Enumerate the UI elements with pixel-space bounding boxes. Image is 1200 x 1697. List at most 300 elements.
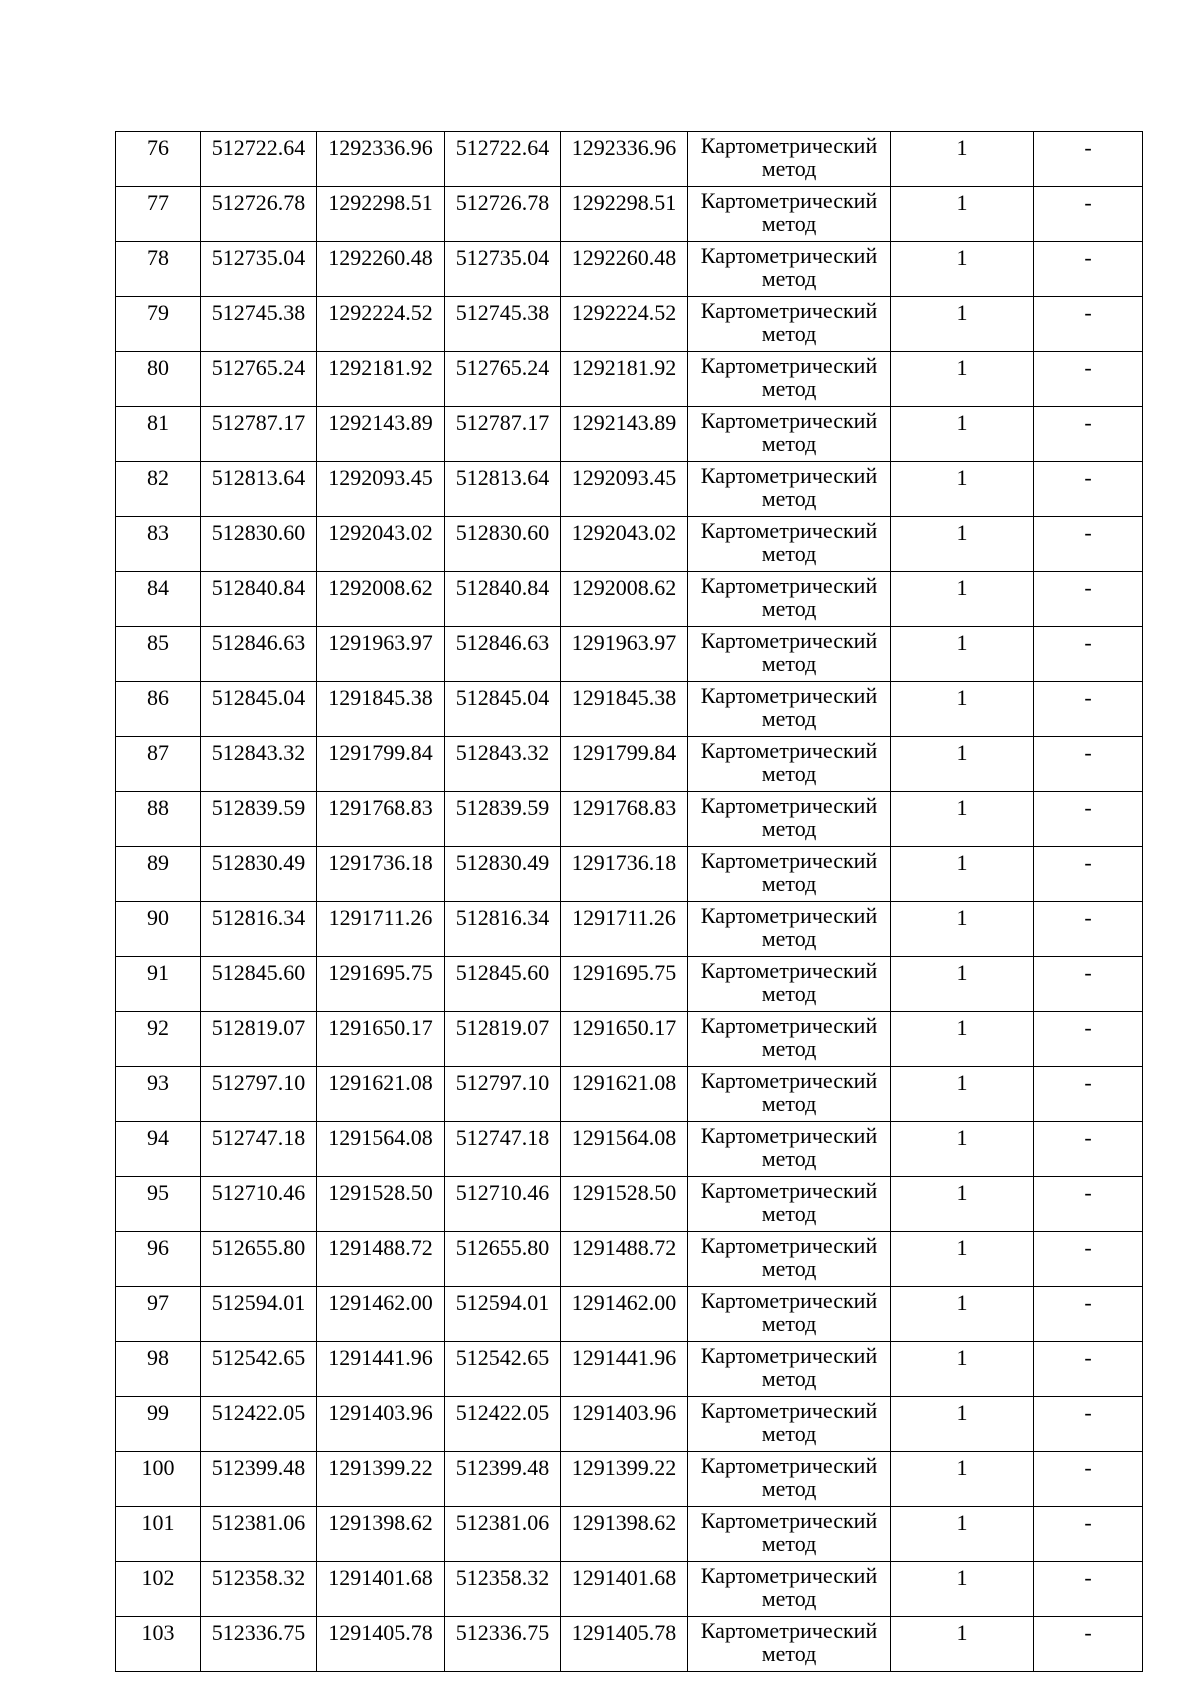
existing-y-cell: 1291488.72: [317, 1232, 445, 1287]
method-cell: [688, 1397, 891, 1452]
existing-x-cell: 512840.84: [201, 572, 317, 627]
method-cell: [688, 1177, 891, 1232]
table-row: [116, 517, 1143, 572]
table-row: [116, 352, 1143, 407]
refined-y-cell: 1291963.97: [561, 627, 688, 682]
method-cell: [688, 1617, 891, 1672]
refined-x-cell: 512797.10: [445, 1067, 561, 1122]
note-cell: -: [1034, 187, 1143, 242]
refined-y-cell: 1292143.89: [561, 407, 688, 462]
existing-x-cell: 512422.05: [201, 1397, 317, 1452]
note-cell: -: [1034, 352, 1143, 407]
table-row: [116, 627, 1143, 682]
note-cell: -: [1034, 1562, 1143, 1617]
existing-x-cell: 512542.65: [201, 1342, 317, 1397]
accuracy-cell: 1: [891, 1177, 1034, 1232]
existing-x-cell: 512336.75: [201, 1617, 317, 1672]
existing-y-cell: 1291736.18: [317, 847, 445, 902]
accuracy-cell: 1: [891, 462, 1034, 517]
existing-y-cell: 1291564.08: [317, 1122, 445, 1177]
accuracy-cell: 1: [891, 1287, 1034, 1342]
method-cell: [688, 1067, 891, 1122]
refined-y-cell: 1291768.83: [561, 792, 688, 847]
existing-y-cell: 1291768.83: [317, 792, 445, 847]
accuracy-cell: 1: [891, 297, 1034, 352]
method-cell: [688, 1507, 891, 1562]
refined-x-cell: 512594.01: [445, 1287, 561, 1342]
existing-y-cell: 1292260.48: [317, 242, 445, 297]
method-cell: [688, 1012, 891, 1067]
refined-x-cell: 512542.65: [445, 1342, 561, 1397]
accuracy-cell: 1: [891, 1452, 1034, 1507]
point-number-cell: 103: [116, 1617, 201, 1672]
method-cell: [688, 297, 891, 352]
refined-x-cell: 512399.48: [445, 1452, 561, 1507]
note-cell: -: [1034, 1287, 1143, 1342]
existing-y-cell: 1291401.68: [317, 1562, 445, 1617]
refined-x-cell: 512830.60: [445, 517, 561, 572]
method-text-line2: метод: [761, 1036, 817, 1061]
method-text-line1: Картометрический: [700, 628, 878, 653]
accuracy-cell: 1: [891, 627, 1034, 682]
accuracy-cell: 1: [891, 572, 1034, 627]
table-row: [116, 1287, 1143, 1342]
table-row: [116, 297, 1143, 352]
note-cell: -: [1034, 297, 1143, 352]
note-cell: -: [1034, 1397, 1143, 1452]
method-text-line2: метод: [761, 596, 817, 621]
method-text-line2: метод: [761, 1586, 817, 1611]
point-number-cell: 100: [116, 1452, 201, 1507]
note-cell: -: [1034, 1012, 1143, 1067]
accuracy-cell: 1: [891, 1617, 1034, 1672]
method-cell: [688, 407, 891, 462]
method-cell: [688, 1562, 891, 1617]
refined-x-cell: 512358.32: [445, 1562, 561, 1617]
table-row: [116, 187, 1143, 242]
point-number-cell: 86: [116, 682, 201, 737]
point-number-cell: 97: [116, 1287, 201, 1342]
table-row: [116, 1397, 1143, 1452]
method-cell: [688, 792, 891, 847]
existing-x-cell: 512846.63: [201, 627, 317, 682]
refined-y-cell: 1292043.02: [561, 517, 688, 572]
method-cell: [688, 132, 891, 187]
method-text-line1: Картометрический: [700, 793, 878, 818]
accuracy-cell: 1: [891, 902, 1034, 957]
method-text-line2: метод: [761, 156, 817, 181]
existing-y-cell: 1292298.51: [317, 187, 445, 242]
existing-y-cell: 1291695.75: [317, 957, 445, 1012]
existing-y-cell: 1291845.38: [317, 682, 445, 737]
point-number-cell: 92: [116, 1012, 201, 1067]
existing-x-cell: 512813.64: [201, 462, 317, 517]
note-cell: -: [1034, 132, 1143, 187]
refined-x-cell: 512830.49: [445, 847, 561, 902]
method-text-line2: метод: [761, 1311, 817, 1336]
refined-y-cell: 1291488.72: [561, 1232, 688, 1287]
method-text-line1: Картометрический: [700, 1068, 878, 1093]
refined-y-cell: 1291564.08: [561, 1122, 688, 1177]
existing-x-cell: 512399.48: [201, 1452, 317, 1507]
existing-y-cell: 1292008.62: [317, 572, 445, 627]
existing-y-cell: 1291441.96: [317, 1342, 445, 1397]
existing-x-cell: 512765.24: [201, 352, 317, 407]
method-text-line2: метод: [761, 1256, 817, 1281]
existing-x-cell: 512797.10: [201, 1067, 317, 1122]
point-number-cell: 94: [116, 1122, 201, 1177]
method-text-line1: Картометрический: [700, 243, 878, 268]
note-cell: -: [1034, 957, 1143, 1012]
refined-x-cell: 512845.60: [445, 957, 561, 1012]
refined-x-cell: 512819.07: [445, 1012, 561, 1067]
note-cell: -: [1034, 847, 1143, 902]
note-cell: -: [1034, 1232, 1143, 1287]
refined-y-cell: 1291736.18: [561, 847, 688, 902]
accuracy-cell: 1: [891, 1012, 1034, 1067]
method-text-line1: Картометрический: [700, 518, 878, 543]
accuracy-cell: 1: [891, 1067, 1034, 1122]
method-cell: [688, 352, 891, 407]
point-number-cell: 87: [116, 737, 201, 792]
table-row: [116, 242, 1143, 297]
point-number-cell: 77: [116, 187, 201, 242]
refined-x-cell: 512843.32: [445, 737, 561, 792]
refined-x-cell: 512816.34: [445, 902, 561, 957]
existing-x-cell: 512735.04: [201, 242, 317, 297]
existing-x-cell: 512830.49: [201, 847, 317, 902]
note-cell: -: [1034, 1617, 1143, 1672]
refined-y-cell: 1291528.50: [561, 1177, 688, 1232]
point-number-cell: 78: [116, 242, 201, 297]
method-text-line1: Картометрический: [700, 1398, 878, 1423]
note-cell: -: [1034, 682, 1143, 737]
refined-y-cell: 1291799.84: [561, 737, 688, 792]
table-row: [116, 132, 1143, 187]
refined-x-cell: 512710.46: [445, 1177, 561, 1232]
table-row: [116, 1177, 1143, 1232]
method-text-line2: метод: [761, 651, 817, 676]
existing-x-cell: 512745.38: [201, 297, 317, 352]
method-text-line2: метод: [761, 486, 817, 511]
refined-y-cell: 1291441.96: [561, 1342, 688, 1397]
point-number-cell: 88: [116, 792, 201, 847]
method-cell: [688, 1122, 891, 1177]
accuracy-cell: 1: [891, 1507, 1034, 1562]
point-number-cell: 84: [116, 572, 201, 627]
refined-x-cell: 512845.04: [445, 682, 561, 737]
accuracy-cell: 1: [891, 792, 1034, 847]
method-text-line1: Картометрический: [700, 133, 878, 158]
coordinates-table: [115, 131, 1143, 1672]
method-text-line1: Картометрический: [700, 1618, 878, 1643]
note-cell: -: [1034, 1067, 1143, 1122]
point-number-cell: 83: [116, 517, 201, 572]
method-cell: [688, 1287, 891, 1342]
point-number-cell: 98: [116, 1342, 201, 1397]
point-number-cell: 96: [116, 1232, 201, 1287]
table-row: [116, 1232, 1143, 1287]
existing-y-cell: 1291963.97: [317, 627, 445, 682]
table-row: [116, 462, 1143, 517]
refined-x-cell: 512840.84: [445, 572, 561, 627]
table-row: [116, 1342, 1143, 1397]
refined-y-cell: 1291403.96: [561, 1397, 688, 1452]
existing-y-cell: 1291405.78: [317, 1617, 445, 1672]
existing-y-cell: 1291711.26: [317, 902, 445, 957]
existing-x-cell: 512726.78: [201, 187, 317, 242]
table-row: [116, 1067, 1143, 1122]
note-cell: -: [1034, 792, 1143, 847]
table-row: [116, 957, 1143, 1012]
refined-x-cell: 512336.75: [445, 1617, 561, 1672]
accuracy-cell: 1: [891, 517, 1034, 572]
refined-y-cell: 1292224.52: [561, 297, 688, 352]
table-row: [116, 847, 1143, 902]
refined-y-cell: 1292298.51: [561, 187, 688, 242]
refined-x-cell: 512839.59: [445, 792, 561, 847]
method-text-line1: Картометрический: [700, 573, 878, 598]
existing-x-cell: 512845.60: [201, 957, 317, 1012]
accuracy-cell: 1: [891, 737, 1034, 792]
existing-x-cell: 512787.17: [201, 407, 317, 462]
existing-x-cell: 512845.04: [201, 682, 317, 737]
method-cell: [688, 572, 891, 627]
accuracy-cell: 1: [891, 957, 1034, 1012]
existing-x-cell: 512710.46: [201, 1177, 317, 1232]
method-text-line2: метод: [761, 1531, 817, 1556]
existing-x-cell: 512594.01: [201, 1287, 317, 1342]
method-text-line2: метод: [761, 211, 817, 236]
table-row: [116, 1507, 1143, 1562]
table-row: [116, 1452, 1143, 1507]
existing-y-cell: 1292181.92: [317, 352, 445, 407]
existing-x-cell: 512358.32: [201, 1562, 317, 1617]
existing-y-cell: 1291399.22: [317, 1452, 445, 1507]
accuracy-cell: 1: [891, 847, 1034, 902]
method-text-line1: Картометрический: [700, 1233, 878, 1258]
point-number-cell: 79: [116, 297, 201, 352]
method-cell: [688, 462, 891, 517]
method-text-line2: метод: [761, 1366, 817, 1391]
method-text-line1: Картометрический: [700, 1343, 878, 1368]
method-text-line2: метод: [761, 981, 817, 1006]
accuracy-cell: 1: [891, 187, 1034, 242]
note-cell: -: [1034, 1507, 1143, 1562]
method-text-line2: метод: [761, 816, 817, 841]
point-number-cell: 91: [116, 957, 201, 1012]
table-row: [116, 1012, 1143, 1067]
refined-x-cell: 512726.78: [445, 187, 561, 242]
point-number-cell: 99: [116, 1397, 201, 1452]
existing-y-cell: 1292336.96: [317, 132, 445, 187]
refined-x-cell: 512846.63: [445, 627, 561, 682]
note-cell: -: [1034, 572, 1143, 627]
note-cell: -: [1034, 407, 1143, 462]
method-cell: [688, 902, 891, 957]
refined-y-cell: 1292336.96: [561, 132, 688, 187]
note-cell: -: [1034, 737, 1143, 792]
existing-y-cell: 1291403.96: [317, 1397, 445, 1452]
method-cell: [688, 957, 891, 1012]
existing-y-cell: 1291621.08: [317, 1067, 445, 1122]
refined-y-cell: 1292093.45: [561, 462, 688, 517]
note-cell: -: [1034, 1177, 1143, 1232]
note-cell: -: [1034, 517, 1143, 572]
note-cell: -: [1034, 462, 1143, 517]
refined-x-cell: 512765.24: [445, 352, 561, 407]
method-text-line1: Картометрический: [700, 958, 878, 983]
method-text-line1: Картометрический: [700, 408, 878, 433]
method-text-line1: Картометрический: [700, 188, 878, 213]
existing-y-cell: 1291528.50: [317, 1177, 445, 1232]
method-text-line2: метод: [761, 1091, 817, 1116]
existing-x-cell: 512722.64: [201, 132, 317, 187]
refined-x-cell: 512745.38: [445, 297, 561, 352]
method-text-line1: Картометрический: [700, 1508, 878, 1533]
refined-y-cell: 1291462.00: [561, 1287, 688, 1342]
method-text-line2: метод: [761, 376, 817, 401]
method-text-line1: Картометрический: [700, 903, 878, 928]
method-text-line2: метод: [761, 1476, 817, 1501]
accuracy-cell: 1: [891, 1342, 1034, 1397]
method-cell: [688, 187, 891, 242]
accuracy-cell: 1: [891, 1562, 1034, 1617]
accuracy-cell: 1: [891, 682, 1034, 737]
method-text-line1: Картометрический: [700, 1178, 878, 1203]
existing-y-cell: 1291650.17: [317, 1012, 445, 1067]
accuracy-cell: 1: [891, 1397, 1034, 1452]
refined-y-cell: 1291845.38: [561, 682, 688, 737]
table-row: [116, 737, 1143, 792]
method-text-line2: метод: [761, 1146, 817, 1171]
point-number-cell: 101: [116, 1507, 201, 1562]
accuracy-cell: 1: [891, 1122, 1034, 1177]
method-text-line2: метод: [761, 761, 817, 786]
table-row: [116, 682, 1143, 737]
method-cell: [688, 1232, 891, 1287]
method-text-line2: метод: [761, 321, 817, 346]
refined-x-cell: 512722.64: [445, 132, 561, 187]
note-cell: -: [1034, 902, 1143, 957]
method-text-line1: Картометрический: [700, 683, 878, 708]
method-text-line1: Картометрический: [700, 1123, 878, 1148]
method-text-line2: метод: [761, 871, 817, 896]
note-cell: -: [1034, 627, 1143, 682]
method-cell: [688, 1452, 891, 1507]
method-text-line1: Картометрический: [700, 353, 878, 378]
point-number-cell: 89: [116, 847, 201, 902]
refined-y-cell: 1291405.78: [561, 1617, 688, 1672]
method-cell: [688, 627, 891, 682]
method-text-line2: метод: [761, 706, 817, 731]
refined-x-cell: 512735.04: [445, 242, 561, 297]
accuracy-cell: 1: [891, 352, 1034, 407]
point-number-cell: 85: [116, 627, 201, 682]
method-text-line2: метод: [761, 431, 817, 456]
table-row: [116, 1562, 1143, 1617]
method-text-line2: метод: [761, 926, 817, 951]
method-cell: [688, 517, 891, 572]
method-text-line1: Картометрический: [700, 738, 878, 763]
refined-y-cell: 1291401.68: [561, 1562, 688, 1617]
method-text-line1: Картометрический: [700, 1453, 878, 1478]
note-cell: -: [1034, 1122, 1143, 1177]
existing-y-cell: 1291398.62: [317, 1507, 445, 1562]
accuracy-cell: 1: [891, 1232, 1034, 1287]
method-text-line1: Картометрический: [700, 848, 878, 873]
table-row: [116, 572, 1143, 627]
method-text-line1: Картометрический: [700, 298, 878, 323]
existing-x-cell: 512819.07: [201, 1012, 317, 1067]
note-cell: -: [1034, 1452, 1143, 1507]
refined-y-cell: 1291711.26: [561, 902, 688, 957]
refined-x-cell: 512747.18: [445, 1122, 561, 1177]
refined-x-cell: 512655.80: [445, 1232, 561, 1287]
existing-y-cell: 1292093.45: [317, 462, 445, 517]
existing-x-cell: 512655.80: [201, 1232, 317, 1287]
refined-x-cell: 512422.05: [445, 1397, 561, 1452]
accuracy-cell: 1: [891, 407, 1034, 462]
existing-y-cell: 1292143.89: [317, 407, 445, 462]
refined-y-cell: 1291650.17: [561, 1012, 688, 1067]
refined-y-cell: 1291398.62: [561, 1507, 688, 1562]
existing-x-cell: 512381.06: [201, 1507, 317, 1562]
method-text-line2: метод: [761, 266, 817, 291]
method-cell: [688, 847, 891, 902]
point-number-cell: 95: [116, 1177, 201, 1232]
refined-x-cell: 512813.64: [445, 462, 561, 517]
refined-y-cell: 1291621.08: [561, 1067, 688, 1122]
refined-y-cell: 1291695.75: [561, 957, 688, 1012]
table-row: [116, 792, 1143, 847]
note-cell: -: [1034, 242, 1143, 297]
existing-x-cell: 512830.60: [201, 517, 317, 572]
accuracy-cell: 1: [891, 242, 1034, 297]
table-row: [116, 407, 1143, 462]
point-number-cell: 81: [116, 407, 201, 462]
existing-x-cell: 512747.18: [201, 1122, 317, 1177]
method-cell: [688, 1342, 891, 1397]
existing-y-cell: 1291799.84: [317, 737, 445, 792]
refined-y-cell: 1291399.22: [561, 1452, 688, 1507]
method-text-line2: метод: [761, 541, 817, 566]
refined-y-cell: 1292008.62: [561, 572, 688, 627]
table-row: [116, 1122, 1143, 1177]
method-cell: [688, 737, 891, 792]
accuracy-cell: 1: [891, 132, 1034, 187]
point-number-cell: 80: [116, 352, 201, 407]
existing-x-cell: 512843.32: [201, 737, 317, 792]
method-text-line1: Картометрический: [700, 1563, 878, 1588]
method-text-line2: метод: [761, 1421, 817, 1446]
table-row: [116, 902, 1143, 957]
existing-y-cell: 1292224.52: [317, 297, 445, 352]
existing-x-cell: 512839.59: [201, 792, 317, 847]
table-row: [116, 1617, 1143, 1672]
refined-x-cell: 512381.06: [445, 1507, 561, 1562]
table-body: [116, 132, 1143, 1672]
existing-x-cell: 512816.34: [201, 902, 317, 957]
method-text-line2: метод: [761, 1641, 817, 1666]
method-text-line1: Картометрический: [700, 1013, 878, 1038]
method-cell: [688, 682, 891, 737]
method-text-line1: Картометрический: [700, 1288, 878, 1313]
point-number-cell: 102: [116, 1562, 201, 1617]
method-text-line2: метод: [761, 1201, 817, 1226]
point-number-cell: 93: [116, 1067, 201, 1122]
note-cell: -: [1034, 1342, 1143, 1397]
